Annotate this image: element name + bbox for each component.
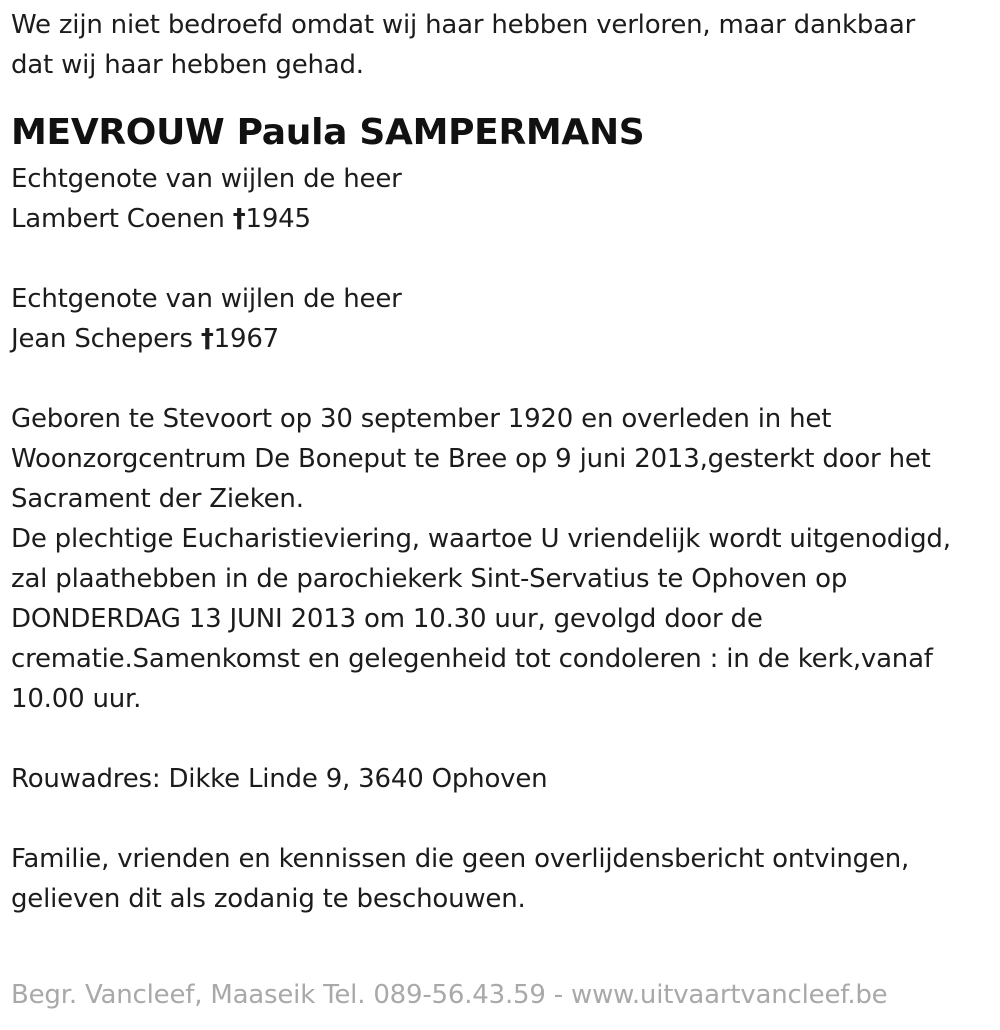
cross-icon: † [200, 324, 214, 354]
body-line: Woonzorgcentrum De Boneput te Bree op 9 juni 2013,gesterkt door het [11, 444, 931, 474]
body-line: Sacrament der Zieken. [11, 484, 304, 514]
body-line: zal plaathebben in de parochiekerk Sint-Servatius te Ophoven op [11, 564, 848, 594]
spouse2-name: Jean Schepers [11, 324, 193, 354]
intro-line-1: We zijn niet bedroefd omdat wij haar hebben verloren, maar dankbaar [11, 10, 916, 40]
intro-line-2: dat wij haar hebben gehad. [11, 50, 364, 80]
funeral-home-footer: Begr. Vancleef, Maaseik Tel. 089-56.43.59 - www.uitvaartvancleef.be [11, 980, 888, 1010]
spacer [11, 359, 991, 399]
spouse1-label: Echtgenote van wijlen de heer [11, 164, 402, 194]
spouse1-line [11, 199, 991, 239]
spacer [11, 719, 991, 759]
mourning-address: Rouwadres: Dikke Linde 9, 3640 Ophoven [11, 764, 548, 794]
deceased-name: MEVROUW Paula SAMPERMANS [11, 112, 645, 153]
body-line: Geboren te Stevoort op 30 september 1920 en overleden in het [11, 404, 832, 434]
spouse2-year: 1967 [213, 324, 280, 354]
spouse2-label: Echtgenote van wijlen de heer [11, 284, 402, 314]
spouse1-year: 1945 [245, 204, 311, 234]
spouse1-name: Lambert Coenen [11, 204, 225, 234]
spacer [11, 239, 991, 279]
cross-icon: † [232, 204, 246, 234]
obituary-notice [11, 5, 991, 919]
body-line: 10.00 uur. [11, 684, 142, 714]
spacer [11, 85, 991, 107]
body-line: DONDERDAG 13 JUNI 2013 om 10.30 uur, gevolgd door de [11, 604, 763, 634]
closing-line-2: gelieven dit als zodanig te beschouwen. [11, 884, 526, 914]
spacer [11, 799, 991, 839]
spouse2-line [11, 319, 991, 359]
body-line: De plechtige Eucharistieviering, waartoe U vriendelijk wordt uitgenodigd, [11, 524, 951, 554]
body-line: crematie.Samenkomst en gelegenheid tot condoleren : in de kerk,vanaf [11, 644, 933, 674]
closing-line-1: Familie, vrienden en kennissen die geen overlijdensbericht ontvingen, [11, 844, 910, 874]
